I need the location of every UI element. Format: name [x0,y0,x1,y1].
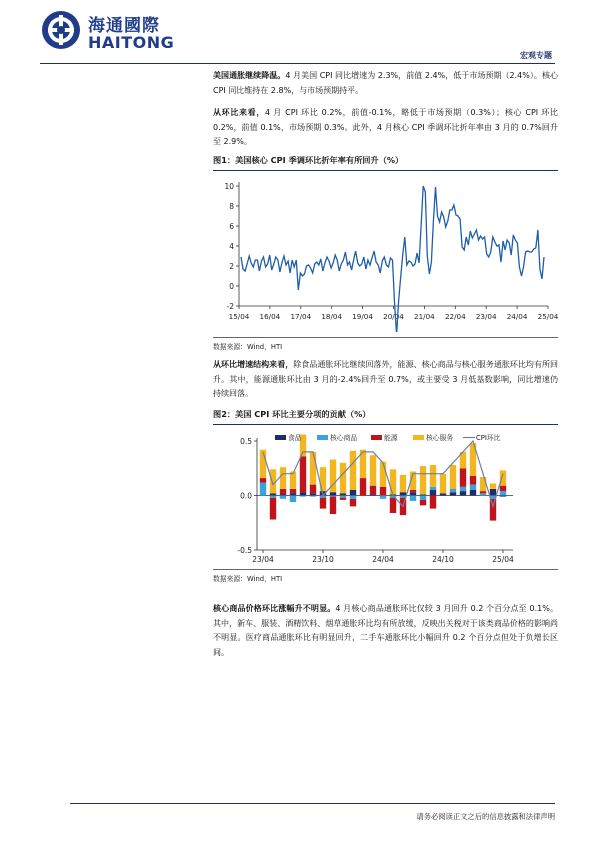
core-goods-bar [450,489,456,492]
paragraph-core-goods [213,602,558,660]
legend-core-services-swatch [413,435,424,440]
core-services-bar [450,465,456,489]
paragraph-mom-view [213,106,558,150]
paragraph-lead: 从环比来看， [213,108,265,117]
food-bar [410,492,416,495]
energy-bar [480,491,486,493]
core-services-bar [500,470,506,485]
legend-food-label: 食品 [288,434,302,442]
section-tag: 宏观专题 [520,51,552,60]
legend-energy-label: 能源 [384,434,398,442]
y-tick-label: 2 [229,262,234,271]
paragraph-text: 除食品通胀环比继续回落外，能源、核心商品与核心服务通胀环比均有所回升。其中，能源通胀环比由 3 月的-2.4%回升至 0.7%，或主要受 3 月低基数影响，同比增速仍持续回落。 [213,360,559,398]
y-tick-label: -0.5 [237,546,252,555]
paragraph-lead: 美国通胀继续降温。 [213,71,286,80]
core-goods-bar [460,487,466,491]
footer-divider [70,803,555,804]
figure-1-bottom-rule [213,337,558,338]
y-tick-label: 10 [224,182,234,191]
food-bar [280,494,286,495]
core-services-bar [420,466,426,494]
y-tick-label: 4 [229,242,234,251]
core-services-bar [340,463,346,494]
energy-bar [470,476,476,485]
energy-bar [490,499,496,521]
core-services-bar [390,469,396,494]
legend-energy-swatch [371,435,382,440]
haitong-logo-icon [40,9,82,51]
legend-core-goods-label: 核心商品 [330,434,358,442]
core-goods-bar [300,496,306,497]
energy-bar [420,500,426,506]
x-tick-label: 17/04 [290,312,312,321]
x-tick-label: 21/04 [414,312,435,321]
x-tick-label: 23/04 [252,555,274,564]
core-services-bar [490,484,496,489]
x-tick-label: 24/10 [432,555,454,564]
energy-bar [360,478,366,495]
energy-bar [380,487,386,496]
y-tick-label: 6 [229,222,234,231]
logo-english-name: HAITONG [88,33,175,52]
figure-1-source: 数据来源：Wind，HTI [213,343,283,351]
core-goods-bar [500,491,506,495]
core-goods-bar [350,496,356,499]
core-goods-bar [420,496,426,500]
core-services-bar [430,465,436,487]
food-bar [430,490,436,496]
energy-bar [460,468,466,487]
core-goods-bar [310,496,316,497]
food-bar [470,490,476,496]
food-bar [340,493,346,495]
food-bar [460,491,466,495]
energy-bar [320,498,326,509]
x-tick-label: 23/04 [475,312,497,321]
x-tick-label: 23/10 [312,555,334,564]
core-goods-bar [380,496,386,499]
y-tick-label: 0 [229,282,234,291]
core-services-bar [440,474,446,494]
paragraph-text: 4 月 CPI 环比 0.2%，前值-0.1%，略低于市场预期（0.3%）；核心 CPI 环比 0.2%，前值 0.1%，市场预期 0.3%。此外，4 月核心 CPI 季调环比折年率由 3 月的 0.7%回升至 2.9%。 [213,108,559,146]
core-goods-bar [480,493,486,495]
energy-bar [300,456,306,492]
paragraph-mom-structure [213,358,558,402]
core-services-bar [400,475,406,492]
energy-bar [410,490,416,492]
legend-food-swatch [275,435,286,440]
haitong-logo [40,6,200,56]
food-bar [290,493,296,495]
food-bar [310,493,316,495]
food-bar [450,492,456,495]
energy-bar [310,485,316,494]
x-tick-label: 19/04 [352,312,373,321]
figure-2-bottom-rule [213,569,558,570]
food-bar [440,493,446,495]
energy-bar [290,489,296,493]
legend-cpi-mom-label: CPI环比 [476,434,501,442]
footer-disclaimer: 请务必阅读正文之后的信息披露和法律声明 [416,812,555,821]
legend-core-services-label: 核心服务 [426,434,454,442]
core-services-bar [280,467,286,489]
food-bar [300,492,306,495]
core-goods-bar [260,482,266,495]
energy-bar [430,496,436,509]
legend-core-goods-swatch [317,435,328,440]
figure-2-source: 数据来源：Wind，HTI [213,575,283,583]
food-bar [500,496,506,497]
cpi-contribution-bar-chart [213,427,558,567]
energy-bar [340,498,346,500]
header-divider [40,63,555,64]
figure-2-title: 图2：美国 CPI 环比主要分项的贡献（%） [213,409,371,419]
core-goods-bar [470,485,476,490]
x-tick-label: 15/04 [228,312,250,321]
energy-bar [390,498,396,513]
core-goods-bar [330,496,336,497]
paragraph-text: 4 月核心商品通胀环比仅较 3 月回升 0.2 个百分点至 0.1%。其中，新车、服装、酒精饮料、烟草通胀环比均有所放缓，反映出关税对于该类商品价格的影响尚不明显。医疗商品通胀环比有明显回升，二手车通胀环比小幅回升 0.2 个百分点但处于负增长区间。 [213,604,559,657]
x-tick-label: 25/04 [537,312,558,321]
core-goods-bar [430,487,436,490]
energy-bar [500,486,506,491]
core-services-bar [310,452,316,485]
food-bar [270,493,276,495]
paragraph-text: 4 月美国 CPI 同比增速为 2.3%，前值 2.4%，低于市场预期（2.4%）。核心 CPI 同比维持在 2.8%，与市场预期持平。 [213,71,559,95]
x-tick-label: 16/04 [259,312,281,321]
core-goods-bar [340,496,346,498]
energy-bar [350,499,356,507]
x-tick-label: 20/04 [383,312,404,321]
paragraph-lead: 核心商品价格环比涨幅升不明显。 [213,604,336,613]
figure-1-title: 图1：美国核心 CPI 季调环比折年率有所回升（%） [213,155,404,165]
y-tick-label: -2 [226,302,234,311]
x-tick-label: 24/04 [372,555,394,564]
food-bar [370,494,376,495]
energy-bar [370,486,376,495]
x-tick-label: 24/04 [506,312,528,321]
energy-bar [280,489,286,495]
core-cpi-annualized-series-line [241,186,544,332]
food-bar [490,489,496,496]
energy-bar [260,478,266,482]
paragraph-lead: 从环比增速结构来看， [213,360,294,369]
y-tick-label: 0.0 [240,491,252,501]
core-goods-bar [410,496,416,501]
core-services-bar [380,462,386,487]
core-goods-bar [280,496,286,499]
energy-bar [330,497,336,514]
logo-chinese-name: 海通國際 [88,16,160,36]
energy-bar [270,498,276,520]
paragraph-inflation-cooling [213,69,558,98]
core-services-bar [350,451,356,490]
food-bar [420,494,426,495]
food-bar [350,490,356,496]
core-services-bar [370,455,376,486]
x-tick-label: 25/04 [492,555,514,564]
food-bar [400,492,406,495]
figure-2-top-rule [213,424,558,425]
x-tick-label: 22/04 [444,312,466,321]
core-goods-bar [290,496,296,503]
core-cpi-line-chart [213,172,558,332]
x-tick-label: 18/04 [321,312,343,321]
figure-1-top-rule [213,170,558,171]
y-tick-label: 0.5 [240,437,252,446]
y-tick-label: 8 [229,202,234,211]
food-bar [330,492,336,495]
core-goods-bar [270,496,276,498]
